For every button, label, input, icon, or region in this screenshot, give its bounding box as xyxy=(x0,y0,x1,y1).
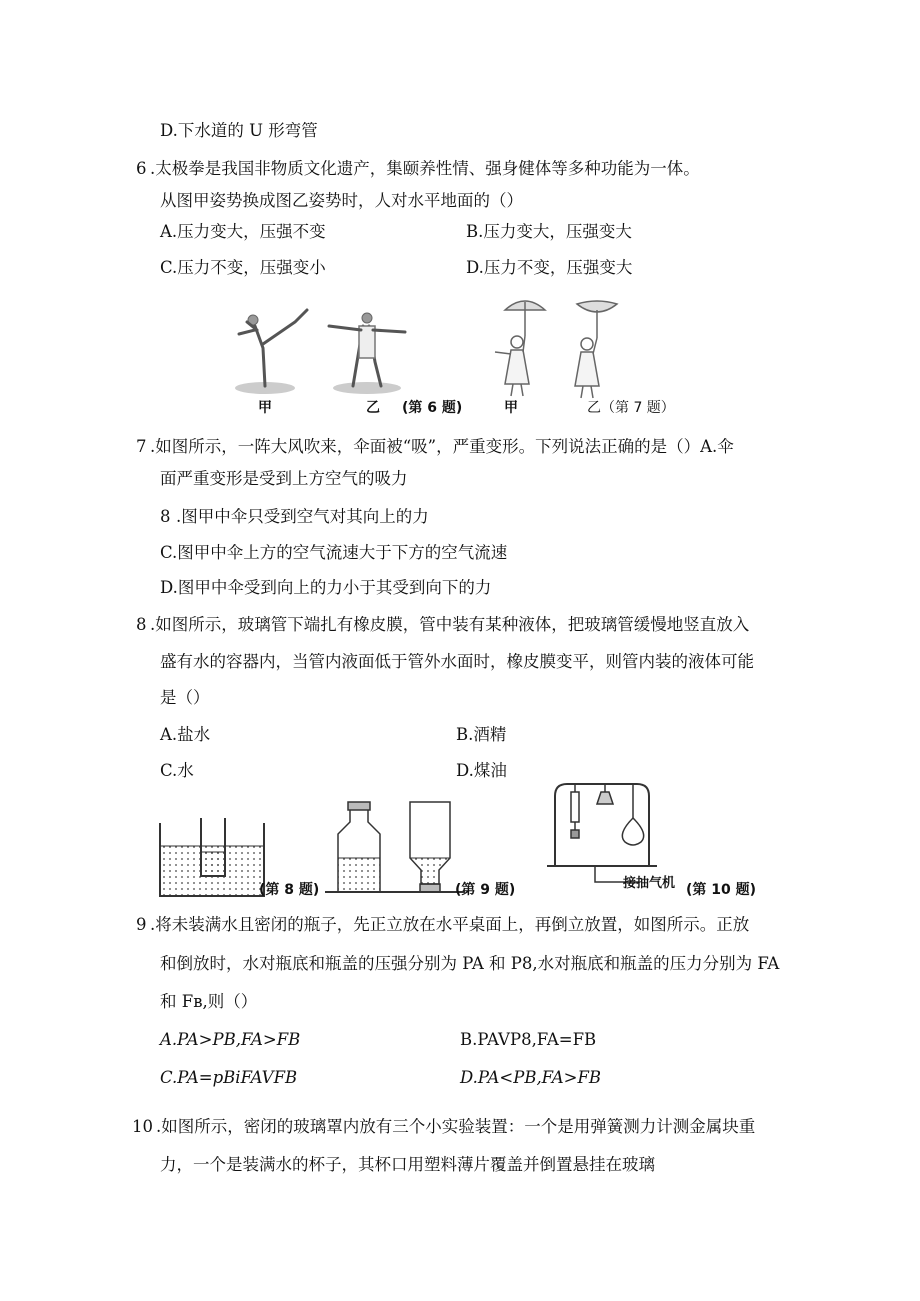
q6-figure-yi-ground xyxy=(333,382,401,394)
q6-figure-caption: (第 6 题) xyxy=(402,400,463,416)
q7-number: 7 xyxy=(136,437,147,456)
q9-option-b: B.PAVP8,FA=FB xyxy=(460,1030,597,1049)
q7-option-c: C.图甲中伞上方的空气流速大于下方的空气流速 xyxy=(160,543,508,562)
q8-option-c: C.水 xyxy=(160,761,194,780)
q6-option-c: C.压力不变，压强变小 xyxy=(160,258,326,277)
q7-figure-caption: 乙（第 7 题） xyxy=(587,400,675,416)
q6-option-a: A.压力变大，压强不变 xyxy=(160,222,326,241)
q6-option-d: D.压力不变，压强变大 xyxy=(466,258,633,277)
q9-stem-line3: 和 Fв,则（） xyxy=(160,992,258,1011)
q8-figure-caption: (第 8 题) xyxy=(259,882,320,898)
q10-stem-line2: 力，一个是装满水的杯子，其杯口用塑料薄片覆盖并倒置悬挂在玻璃 xyxy=(160,1155,655,1174)
q6-caption-yi: 乙 xyxy=(366,400,380,416)
q8-option-b: B.酒精 xyxy=(456,725,507,744)
q7-option-d: D.图甲中伞受到向上的力小于其受到向下的力 xyxy=(160,578,492,597)
q10-figure-caption: (第 10 题) xyxy=(686,882,757,898)
q7-caption-jia: 甲 xyxy=(504,400,518,416)
q6-number: 6 xyxy=(136,159,147,178)
q8-stem-line1: .如图所示，玻璃管下端扎有橡皮膜，管中装有某种液体，把玻璃管缓慢地竖直放入 xyxy=(150,615,750,634)
q6-figure-yi xyxy=(329,313,405,386)
q9-figure-caption: (第 9 题) xyxy=(455,882,516,898)
q9-bottle-inverted xyxy=(410,802,450,892)
q6-option-b: B.压力变大，压强变大 xyxy=(466,222,632,241)
q8-stem-line2: 盛有水的容器内，当管内液面低于管外水面时，橡皮膜变平，则管内装的液体可能 xyxy=(160,652,754,671)
q10-stem-line1: .如图所示，密闭的玻璃罩内放有三个小实验装置：一个是用弹簧测力计测金属块重 xyxy=(156,1117,756,1136)
q8-stem-line3: 是（） xyxy=(160,688,210,707)
q9-option-c: C.PA=pBiFAVFB xyxy=(160,1068,298,1087)
q9-stem-line2: 和倒放时，水对瓶底和瓶盖的压强分别为 PA 和 P8,水对瓶底和瓶盖的压力分别为 FA xyxy=(160,954,780,973)
q6-stem-line1: .太极拳是我国非物质文化遗产，集颐养性情、强身健体等多种功能为一体。 xyxy=(150,159,700,178)
q10-spring-scale xyxy=(571,784,579,838)
q7-option-b: .图甲中伞只受到空气对其向上的力 xyxy=(176,507,429,526)
q9-bottle-upright xyxy=(338,802,380,892)
q8-option-d: D.煤油 xyxy=(456,761,507,780)
q10-pump-label: 接抽气机 xyxy=(623,876,676,891)
q5-option-d: D.下水道的 U 形弯管 xyxy=(160,121,318,140)
q9-number: 9 xyxy=(136,915,147,934)
q9-option-d: D.PA<PB,FA>FB xyxy=(460,1068,602,1087)
q7-figure-yi xyxy=(575,301,617,398)
q6-stem-line2: 从图甲姿势换成图乙姿势时，人对水平地面的（） xyxy=(160,191,523,210)
q6-caption-jia: 甲 xyxy=(258,400,272,416)
q10-balloon xyxy=(622,784,643,845)
q9-stem-line1: .将未装满水且密闭的瓶子，先正立放在水平桌面上，再倒立放置，如图所示。正放 xyxy=(150,915,750,934)
q8-number: 8 xyxy=(136,615,147,634)
q7-stem-line1: .如图所示，一阵大风吹来，伞面被“吸”，严重变形。下列说法正确的是（）A.伞 xyxy=(150,437,734,456)
q6-figure-jia xyxy=(239,310,307,386)
q9-option-a: A.PA>PB,FA>FB xyxy=(160,1030,301,1049)
q7-figure-jia xyxy=(495,301,545,396)
q7-option-b-number: 8 xyxy=(160,507,171,526)
q10-inverted-cup xyxy=(597,784,613,804)
q8-option-a: A.盐水 xyxy=(160,725,211,744)
q7-stem-line2: 面严重变形是受到上方空气的吸力 xyxy=(160,469,408,488)
q10-number: 10 xyxy=(132,1117,153,1136)
